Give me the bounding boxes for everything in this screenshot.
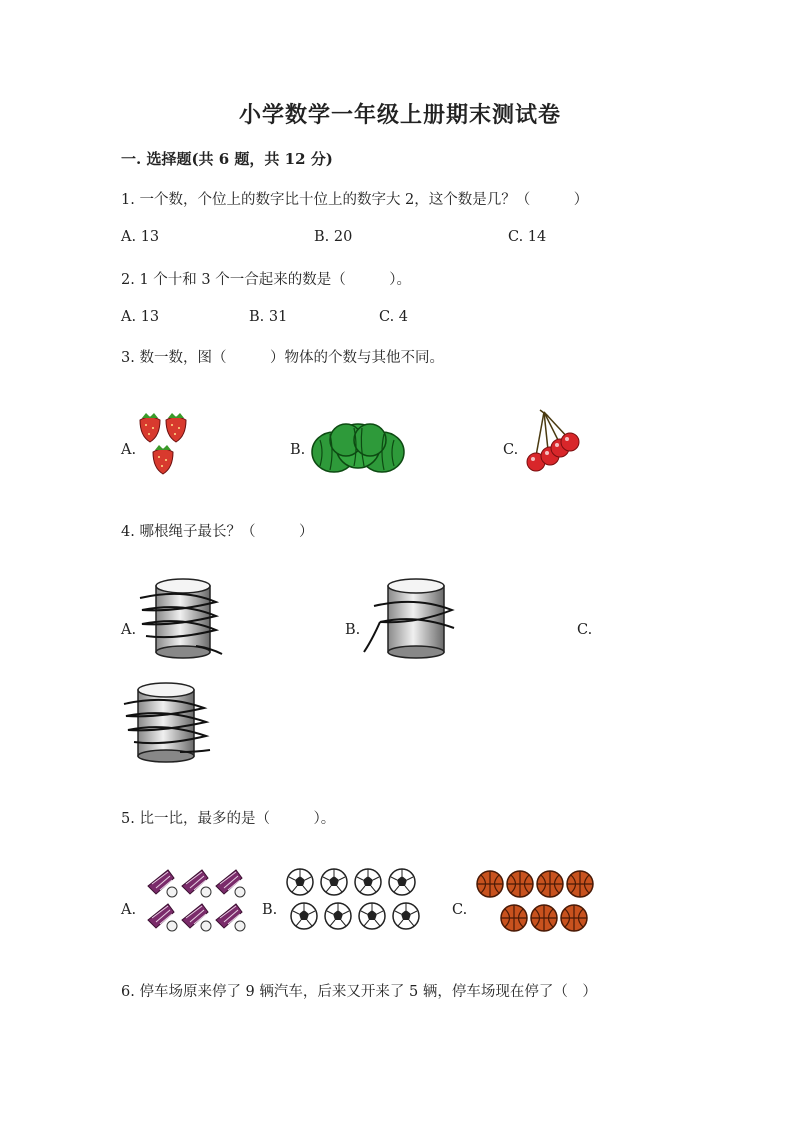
shuttlecock-icon — [146, 866, 250, 934]
question-4-option-a[interactable]: A. — [121, 622, 137, 638]
question-1-option-a[interactable]: A. 13 — [121, 229, 160, 245]
question-4-stem: 4. 哪根绳子最长？（ ） — [121, 524, 314, 540]
question-3-option-b[interactable]: B. — [290, 442, 306, 458]
rope-cylinder-icon — [362, 576, 460, 660]
question-2-option-c[interactable]: C. 4 — [379, 309, 409, 325]
rope-cylinder-icon — [136, 576, 228, 660]
question-2-option-b[interactable]: B. 31 — [249, 309, 288, 325]
question-2-stem: 2. 1 个十和 3 个一合起来的数是（ ）。 — [121, 272, 411, 288]
question-5-option-a[interactable]: A. — [121, 902, 137, 918]
question-1-stem: 1. 一个数，个位上的数字比十位上的数字大 2，这个数是几？（ ） — [121, 192, 589, 208]
question-2-option-a[interactable]: A. 13 — [121, 309, 160, 325]
question-6-stem: 6. 停车场原来停了 9 辆汽车，后来又开来了 5 辆，停车场现在停了（ ） — [121, 984, 597, 1000]
question-3-stem: 3. 数一数，图（ ）物体的个数与其他不同。 — [121, 350, 444, 366]
soccer-ball-icon — [284, 866, 420, 934]
basketball-icon — [476, 870, 596, 938]
question-4-option-c[interactable]: C. — [577, 622, 593, 638]
question-1-option-b[interactable]: B. 20 — [314, 229, 353, 245]
rope-cylinder-icon — [120, 680, 216, 764]
watermelon-icon — [310, 420, 406, 476]
question-4-option-b[interactable]: B. — [345, 622, 361, 638]
question-5-stem: 5. 比一比，最多的是（ ）。 — [121, 811, 336, 827]
question-5-option-b[interactable]: B. — [262, 902, 278, 918]
question-3-option-a[interactable]: A. — [121, 442, 137, 458]
question-5-option-c[interactable]: C. — [452, 902, 468, 918]
cherry-icon — [522, 408, 580, 474]
strawberry-icon — [136, 410, 196, 476]
question-1-option-c[interactable]: C. 14 — [508, 229, 547, 245]
page-title: 小学数学一年级上册期末测试卷 — [238, 102, 561, 128]
question-3-option-c[interactable]: C. — [503, 442, 519, 458]
section-heading: 一. 选择题(共 6 题，共 12 分) — [121, 150, 333, 168]
